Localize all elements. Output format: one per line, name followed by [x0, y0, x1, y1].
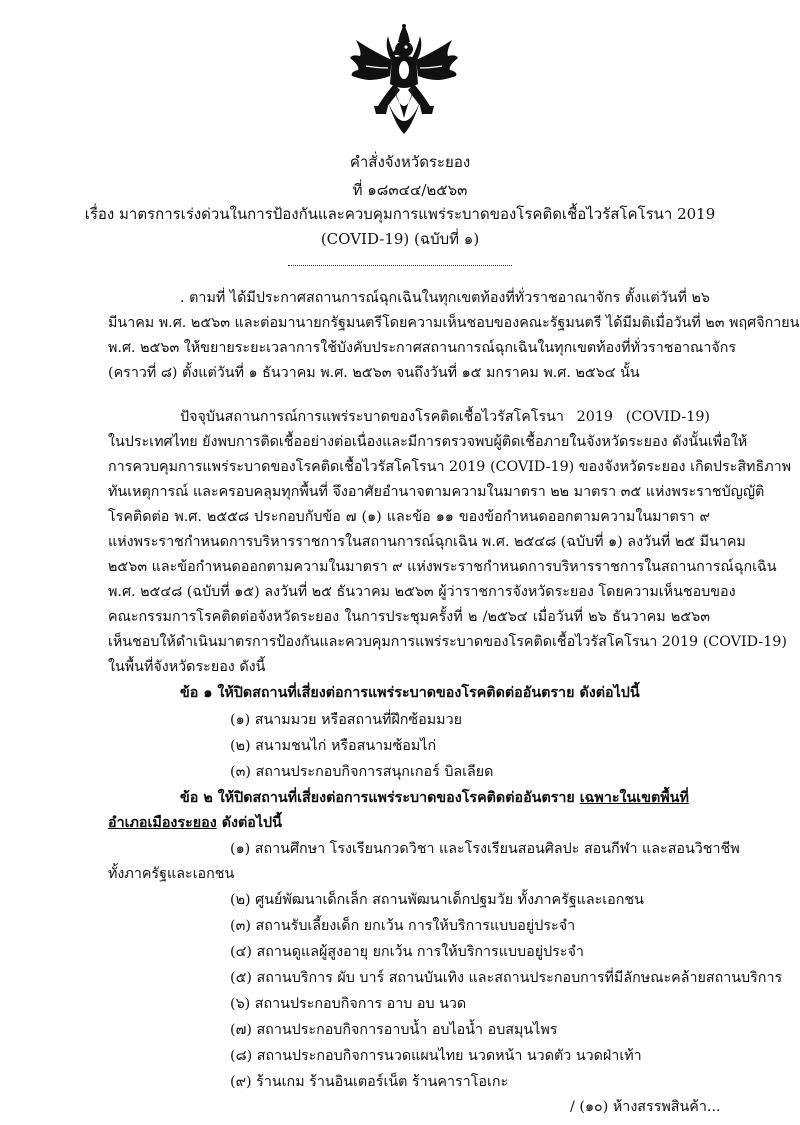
clause-1-heading: ข้อ ๑ ให้ปิดสถานที่เสี่ยงต่อการแพร่ระบาดของโรคติดต่ออันตราย ดังต่อไปนี้ — [180, 685, 640, 701]
clause-2-item: (๖) สถานประกอบกิจการ อาบ อบ นวด — [230, 996, 467, 1012]
clause-2-heading-tail: ดังต่อไปนี้ — [221, 815, 282, 831]
para1-line: . ตามที่ ได้มีประกาศสถานการณ์ฉุกเฉินในทุกเขตท้องที่ทั่วราชอาณาจักร ตั้งแต่วันที่ ๒๖ — [180, 290, 710, 306]
clause-1-item: (๒) สนามชนไก่ หรือสนามซ้อมไก่ — [230, 738, 437, 754]
clause-2-heading-cont — [108, 812, 282, 834]
subject-line-2: (COVID-19) (ฉบับที่ ๑) — [320, 230, 480, 248]
para2-line: พ.ศ. ๒๕๔๘ (ฉบับที่ ๑๕) ลงวันที่ ๒๕ ธันวาคม ๒๕๖๓ ผู้ว่าราชการจังหวัดระยอง โดยความเห็นชอบของ — [108, 584, 736, 600]
clause-2-item: (๙) ร้านเกม ร้านอินเตอร์เน็ต ร้านคาราโอเกะ — [230, 1074, 509, 1090]
clause-2-heading-text: ข้อ ๒ ให้ปิดสถานที่เสี่ยงต่อการแพร่ระบาดของโรคติดต่ออันตราย — [180, 790, 575, 806]
clause-2-item: (๘) สถานประกอบกิจการนวดแผนไทย นวดหน้า นวดตัว นวดฝ่าเท้า — [230, 1048, 642, 1064]
para2-line: ปัจจุบันสถานการณ์การแพร่ระบาดของโรคติดเชื้อไวรัสโคโรนา 2019 (COVID-19) — [180, 409, 710, 425]
clause-1-item: (๓) สถานประกอบกิจการสนุกเกอร์ บิลเลียด — [230, 764, 494, 780]
clause-2-district: อำเภอเมืองระยอง — [108, 815, 217, 831]
clause-2-item: (๔) สถานดูแลผู้สูงอายุ ยกเว้น การให้บริการแบบอยู่ประจำ — [230, 944, 584, 960]
clause-2-heading — [180, 787, 689, 809]
para2-line: โรคติดต่อ พ.ศ. ๒๕๕๘ ประกอบกับข้อ ๗ (๑) และข้อ ๑๑ ของข้อกำหนดออกตามความในมาตรา ๙ — [108, 509, 710, 525]
clause-2-item-cont: ทั้งภาครัฐและเอกชน — [108, 866, 235, 882]
clause-2-area-scope: เฉพาะในเขตพื้นที่ — [579, 790, 689, 806]
para2-line: เห็นชอบให้ดำเนินมาตรการป้องกันและควบคุมการแพร่ระบาดของโรคติดเชื้อไวรัสโคโรนา 2019 (COVID-19) — [108, 634, 787, 650]
clause-2-item: (๗) สถานประกอบกิจการอาบน้ำ อบไอน้ำ อบสมุนไพร — [230, 1022, 558, 1038]
para1-line: มีนาคม พ.ศ. ๒๕๖๓ และต่อมานายกรัฐมนตรีโดยความเห็นชอบของคณะรัฐมนตรี ได้มีมติเมื่อวันที่ ๒๓ พฤศจิกายน — [108, 315, 800, 331]
page-continuation: / (๑๐) ห้างสรรพสินค้า... — [570, 1099, 721, 1115]
clause-1-item: (๑) สนามมวย หรือสถานที่ฝึกซ้อมมวย — [230, 712, 462, 728]
subject-line-1: เรื่อง มาตรการเร่งด่วนในการป้องกันและควบคุมการแพร่ระบาดของโรคติดเชื้อไวรัสโคโรนา 2019 — [84, 205, 716, 223]
para2-line: ในพื้นที่จังหวัดระยอง ดังนี้ — [108, 659, 266, 675]
garuda-emblem-icon — [348, 22, 460, 140]
order-title: คำสั่งจังหวัดระยอง — [349, 153, 471, 171]
clause-2-item: (๑) สถานศึกษา โรงเรียนกวดวิชา และโรงเรียนสอนศิลปะ สอนกีฬา และสอนวิชาชีพ — [230, 841, 740, 857]
para2-line: ๒๕๖๓ และข้อกำหนดออกตามความในมาตรา ๙ แห่งพระราชกำหนดการบริหารราชการในสถานการณ์ฉุกเฉิน — [108, 559, 777, 575]
order-number: ที่ ๑๘๓๔๔/๒๕๖๓ — [352, 181, 468, 199]
para2-line: ทันเหตุการณ์ และครอบคลุมทุกพื้นที่ จึงอาศัยอำนาจตามความในมาตรา ๒๒ มาตรา ๓๕ แห่งพระราชบัญญัติ — [108, 484, 765, 500]
para2-line: การควบคุมการแพร่ระบาดของโรคติดเชื้อไวรัสโคโรนา 2019 (COVID-19) ของจังหวัดระยอง เกิดประสิทธิภาพ — [108, 459, 792, 475]
para2-line: ในประเทศไทย ยังพบการติดเชื้ออย่างต่อเนื่องและมีการตรวจพบผู้ติดเชื้อภายในจังหวัดระยอง ดังนั้นเพื่อให้ — [108, 434, 748, 450]
para2-line: คณะกรรมการโรคติดต่อจังหวัดระยอง ในการประชุมครั้งที่ ๒ /๒๕๖๔ เมื่อวันที่ ๒๖ ธันวาคม ๒๕๖๓ — [108, 609, 710, 625]
dotted-divider — [288, 265, 512, 266]
clause-2-item: (๕) สถานบริการ ผับ บาร์ สถานบันเทิง และสถานประกอบการที่มีลักษณะคล้ายสถานบริการ — [230, 970, 783, 986]
para1-line: (คราวที่ ๘) ตั้งแต่วันที่ ๑ ธันวาคม พ.ศ. ๒๕๖๓ จนถึงวันที่ ๑๕ มกราคม พ.ศ. ๒๕๖๔ นั้น — [108, 365, 640, 381]
para1-line: พ.ศ. ๒๕๖๓ ให้ขยายระยะเวลาการใช้บังคับประกาศสถานการณ์ฉุกเฉินในทุกเขตท้องที่ทั่วราชอาณาจักร — [108, 340, 737, 356]
clause-2-item: (๒) ศูนย์พัฒนาเด็กเล็ก สถานพัฒนาเด็กปฐมวัย ทั้งภาครัฐและเอกชน — [230, 892, 644, 908]
clause-2-item: (๓) สถานรับเลี้ยงเด็ก ยกเว้น การให้บริการแบบอยู่ประจำ — [230, 918, 576, 934]
para2-line: แห่งพระราชกำหนดการบริหารราชการในสถานการณ์ฉุกเฉิน พ.ศ. ๒๕๔๘ (ฉบับที่ ๑) ลงวันที่ ๒๕ มีนาคม — [108, 534, 746, 550]
